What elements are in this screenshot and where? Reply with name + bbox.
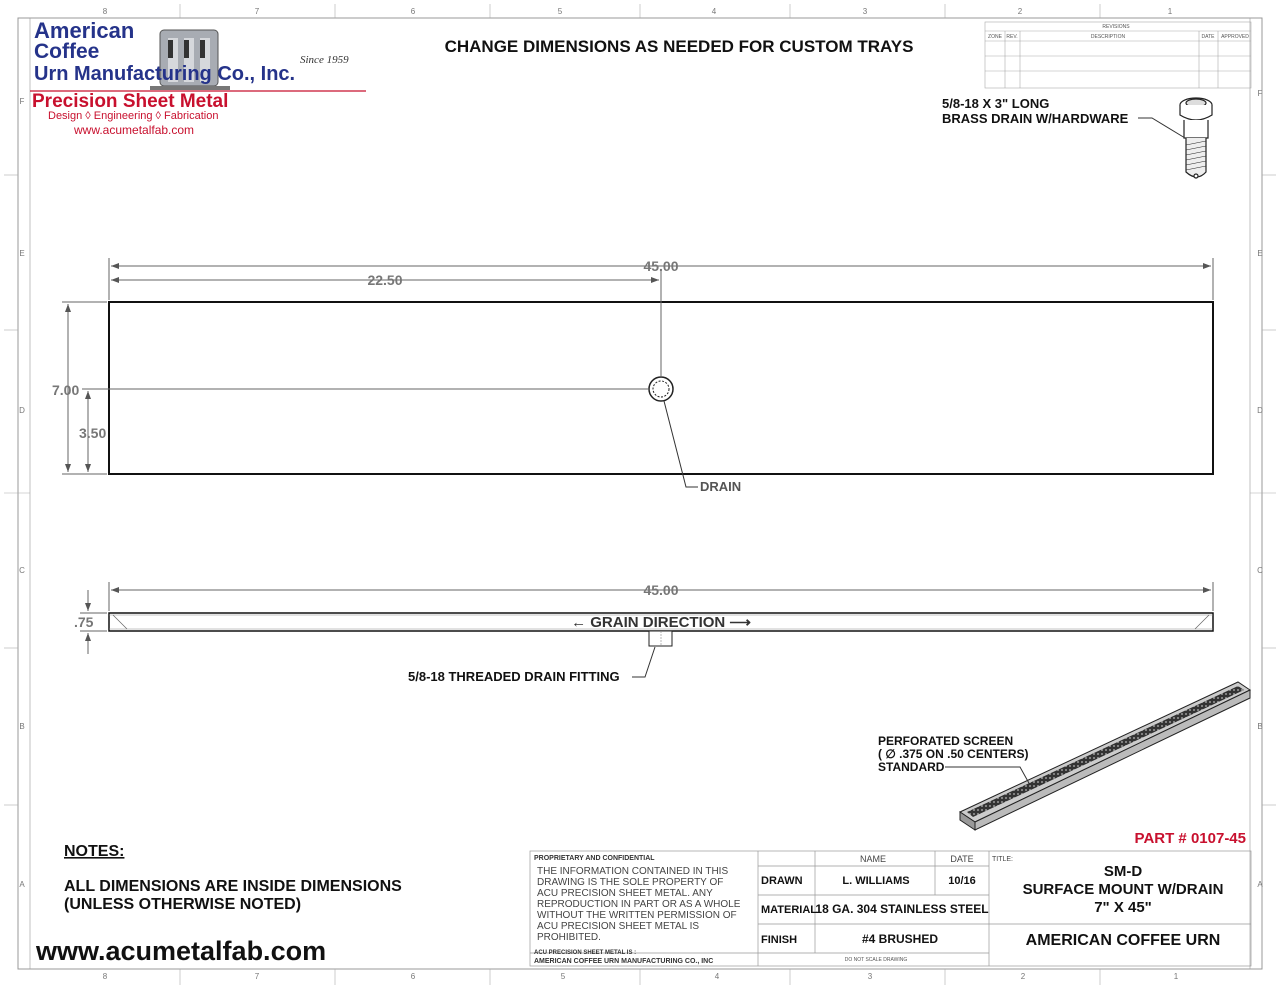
zone-row-a-right: A xyxy=(1257,880,1263,889)
zone-ticks xyxy=(4,4,1276,985)
zone-col-6: 6 xyxy=(410,7,416,16)
zone-row-c-right: C xyxy=(1257,566,1263,575)
acu-company-name: AMERICAN COFFEE URN MANUFACTURING CO., INC xyxy=(534,958,714,965)
grain-direction-label: ← GRAIN DIRECTION ⟶ xyxy=(571,614,751,631)
drawn-label: DRAWN xyxy=(761,875,803,887)
drawn-date: 10/16 xyxy=(948,875,976,887)
proprietary-line-1: THE INFORMATION CONTAINED IN THIS xyxy=(537,866,729,877)
rev-header-approved: APPROVED xyxy=(1221,34,1249,40)
name-header: NAME xyxy=(859,854,887,864)
material-label: MATERIAL xyxy=(761,904,818,916)
zone-row-c: C xyxy=(19,566,25,575)
zone-row-f: F xyxy=(19,97,25,106)
dim-length-45: 45.00 xyxy=(643,258,679,274)
proprietary-line-3: ACU PRECISION SHEET METAL. ANY xyxy=(537,888,713,899)
zone-col-7: 7 xyxy=(254,7,260,16)
date-header: DATE xyxy=(950,854,974,864)
rev-header-zone: ZONE xyxy=(988,34,1002,40)
zone-col-1: 1 xyxy=(1167,7,1173,16)
zone-row-f-right: F xyxy=(1257,89,1263,98)
zone-row-b: B xyxy=(19,722,25,731)
proprietary-line-7: PROHIBITED. xyxy=(537,932,601,943)
zone-col-1-bottom: 1 xyxy=(1173,972,1179,981)
logo-tagline: Precision Sheet Metal xyxy=(32,91,229,112)
proprietary-line-5: WITHOUT THE WRITTEN PERMISSION OF xyxy=(537,910,737,921)
finish-label: FINISH xyxy=(761,934,798,946)
zone-col-8: 8 xyxy=(102,7,108,16)
screen-label-line3: STANDARD xyxy=(878,760,945,774)
zone-row-b-right: B xyxy=(1257,722,1263,731)
zone-col-2: 2 xyxy=(1017,7,1023,16)
zone-row-a: A xyxy=(19,880,25,889)
zone-col-4-bottom: 4 xyxy=(714,972,720,981)
logo-urn-manufacturing: Urn Manufacturing Co., Inc. xyxy=(34,63,296,85)
screen-label-line2: ( ∅ .375 ON .50 CENTERS) xyxy=(878,747,1029,761)
acu-is-label: ACU PRECISION SHEET METAL IS : xyxy=(534,950,637,956)
zone-row-d-right: D xyxy=(1257,406,1263,415)
drawing-frame xyxy=(18,18,1262,969)
title-line-3: 7" X 45" xyxy=(1094,899,1152,916)
proprietary-line-2: DRAWING IS THE SOLE PROPERTY OF xyxy=(537,877,724,888)
notes-heading: NOTES: xyxy=(64,843,125,860)
drain-hw-label-line2: BRASS DRAIN W/HARDWARE xyxy=(942,111,1129,126)
drawn-name: L. WILLIAMS xyxy=(842,875,910,887)
zone-col-3: 3 xyxy=(862,7,868,16)
zone-row-e: E xyxy=(19,249,25,258)
part-number: PART # 0107-45 xyxy=(1134,830,1246,847)
threaded-fitting xyxy=(649,631,672,646)
drain-hw-leader xyxy=(1138,118,1185,138)
footer-url: www.acumetalfab.com xyxy=(36,936,327,966)
zone-col-3-bottom: 3 xyxy=(867,972,873,981)
logo-coffee: Coffee xyxy=(34,40,100,63)
proprietary-line-6: ACU PRECISION SHEET METAL IS xyxy=(537,921,700,932)
fitting-label: 5/8-18 THREADED DRAIN FITTING xyxy=(408,669,620,684)
zone-col-8-bottom: 8 xyxy=(102,972,108,981)
revisions-title: REVISIONS xyxy=(1102,24,1130,30)
screen-label-line1: PERFORATED SCREEN xyxy=(878,734,1014,748)
zone-row-e-right: E xyxy=(1257,249,1263,258)
dim-half-width: 3.50 xyxy=(79,425,107,441)
dimension-lines-top xyxy=(62,258,1213,487)
zone-row-d: D xyxy=(19,406,25,415)
logo-services: Design ◊ Engineering ◊ Fabrication xyxy=(48,110,219,122)
rev-header-date: DATE xyxy=(1201,34,1215,40)
company-title: AMERICAN COFFEE URN xyxy=(1025,932,1221,949)
screen-leader xyxy=(945,767,1030,785)
zone-col-6-bottom: 6 xyxy=(410,972,416,981)
notes-line2: (UNLESS OTHERWISE NOTED) xyxy=(64,896,302,913)
drawing-header-title: CHANGE DIMENSIONS AS NEEDED FOR CUSTOM TRAYS xyxy=(444,37,914,56)
rev-header-description: DESCRIPTION xyxy=(1090,34,1126,40)
logo-url: www.acumetalfab.com xyxy=(74,123,195,137)
title-label: TITLE: xyxy=(992,856,1014,863)
proprietary-heading: PROPRIETARY AND CONFIDENTIAL xyxy=(534,855,655,862)
title-line-1: SM-D xyxy=(1103,863,1143,880)
no-scale-note: DO NOT SCALE DRAWING xyxy=(844,957,908,963)
zone-col-4: 4 xyxy=(711,7,717,16)
zone-col-5: 5 xyxy=(557,7,563,16)
proprietary-line-4: REPRODUCTION IN PART OR AS A WHOLE xyxy=(537,899,741,910)
dim-half-length: 22.50 xyxy=(367,272,403,288)
rev-header-rev: REV. xyxy=(1006,34,1018,40)
drain-label: DRAIN xyxy=(700,479,742,494)
zone-col-7-bottom: 7 xyxy=(254,972,260,981)
drain-hw-label-line1: 5/8-18 X 3" LONG xyxy=(942,96,1050,111)
material-value: 18 GA. 304 STAINLESS STEEL xyxy=(815,902,989,916)
finish-value: #4 BRUSHED xyxy=(861,932,939,946)
logo-since: Since 1959 xyxy=(300,54,349,66)
dim-height: .75 xyxy=(74,614,94,630)
revisions-block xyxy=(985,22,1251,88)
title-line-2: SURFACE MOUNT W/DRAIN xyxy=(1022,881,1224,898)
logo-american: American xyxy=(34,18,135,43)
zone-col-5-bottom: 5 xyxy=(560,972,566,981)
zone-col-2-bottom: 2 xyxy=(1020,972,1026,981)
dim-width-7: 7.00 xyxy=(52,382,80,398)
notes-line1: ALL DIMENSIONS ARE INSIDE DIMENSIONS xyxy=(64,878,402,895)
zone-labels xyxy=(19,7,1263,981)
dim-side-length: 45.00 xyxy=(643,582,679,598)
